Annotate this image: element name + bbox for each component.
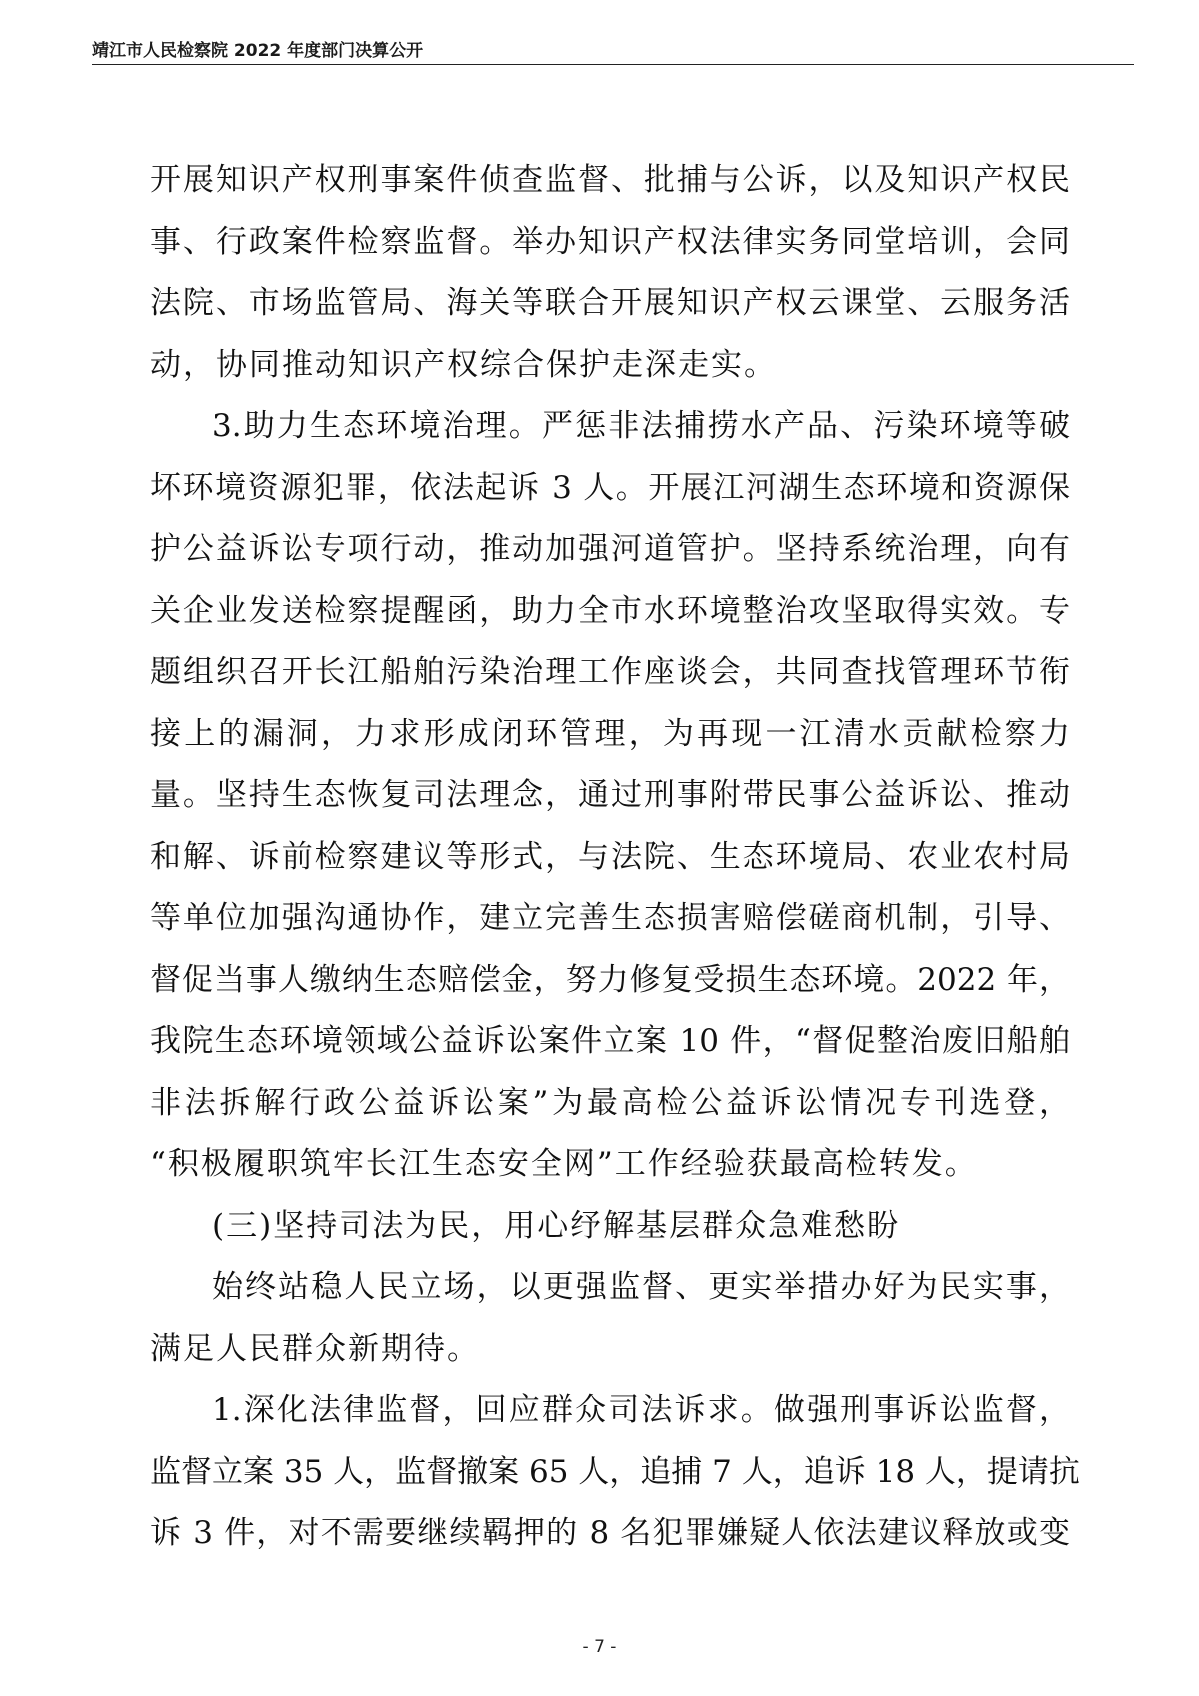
text-line: 和解、诉前检察建议等形式，与法院、生态环境局、农业农村局 xyxy=(150,838,1070,875)
text-line: 满足人民群众新期待。 xyxy=(150,1330,480,1367)
running-header: 靖江市人民检察院 2022 年度部门决算公开 xyxy=(92,41,424,61)
text-line: 等单位加强沟通协作，建立完善生态损害赔偿磋商机制，引导、 xyxy=(150,900,1070,936)
text-line: 关企业发送检察提醒函，助力全市水环境整治攻坚取得实效。专 xyxy=(150,592,1070,629)
text-line: 我院生态环境领域公益诉讼案件立案 10 件，“督促整治废旧船舶 xyxy=(150,1023,1070,1059)
text-line: “积极履职筑牢长江生态安全网”工作经验获最高检转发。 xyxy=(150,1146,978,1182)
text-line: 监督立案 35 人，监督撤案 65 人，追捕 7 人，追诉 18 人，提请抗 xyxy=(150,1453,1080,1490)
text-line: 非法拆解行政公益诉讼案”为最高检公益诉讼情况专刊选登， xyxy=(150,1084,1070,1121)
header-rule xyxy=(92,64,1134,65)
text-line: 督促当事人缴纳生态赔偿金，努力修复受损生态环境。2022 年， xyxy=(150,961,1070,998)
document-body xyxy=(150,150,1080,1565)
text-line: 题组织召开长江船舶污染治理工作座谈会，共同查找管理环节衔 xyxy=(150,654,1070,690)
text-line: 坏环境资源犯罪，依法起诉 3 人。开展江河湖生态环境和资源保 xyxy=(150,469,1070,506)
text-line: (三)坚持司法为民，用心纾解基层群众急难愁盼 xyxy=(212,1207,901,1244)
text-line: 动，协同推动知识产权综合保护走深走实。 xyxy=(150,346,777,383)
text-line: 始终站稳人民立场，以更强监督、更实举措办好为民实事， xyxy=(212,1269,1070,1305)
text-line: 3.助力生态环境治理。严惩非法捕捞水产品、污染环境等破 xyxy=(212,408,1070,444)
text-line: 护公益诉讼专项行动，推动加强河道管护。坚持系统治理，向有 xyxy=(150,531,1070,567)
text-line: 接上的漏洞，力求形成闭环管理，为再现一江清水贡献检察力 xyxy=(150,715,1070,752)
text-line: 1.深化法律监督，回应群众司法诉求。做强刑事诉讼监督， xyxy=(212,1392,1070,1428)
text-line: 诉 3 件，对不需要继续羁押的 8 名犯罪嫌疑人依法建议释放或变 xyxy=(150,1515,1070,1551)
page-number: - 7 - xyxy=(582,1637,617,1657)
text-line: 事、行政案件检察监督。举办知识产权法律实务同堂培训，会同 xyxy=(150,223,1070,260)
text-line: 量。坚持生态恢复司法理念，通过刑事附带民事公益诉讼、推动 xyxy=(150,777,1070,813)
text-line: 法院、市场监管局、海关等联合开展知识产权云课堂、云服务活 xyxy=(150,285,1070,321)
text-line: 开展知识产权刑事案件侦查监督、批捕与公诉，以及知识产权民 xyxy=(150,162,1070,198)
